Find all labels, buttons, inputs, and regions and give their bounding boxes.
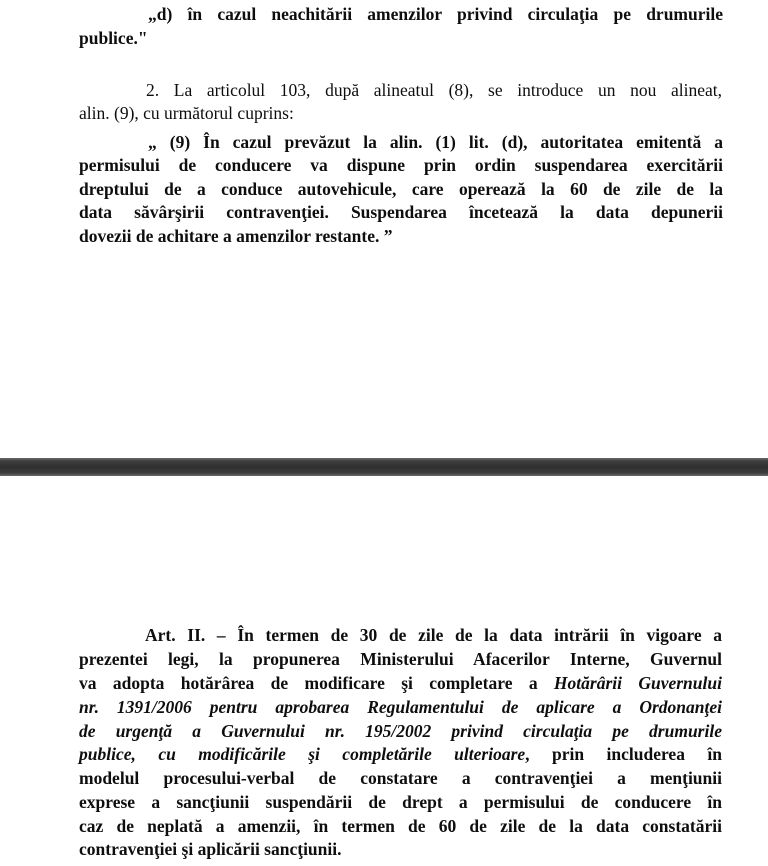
text-line (79, 791, 722, 813)
text-span: prezentei legi, la propunerea Ministerului Afacerilor Interne, Guvernul (79, 649, 722, 669)
text-line: contravenţiei şi aplicării sancţiunii. (79, 839, 342, 859)
text-line (79, 154, 723, 176)
text-line (148, 3, 723, 25)
text-span: caz de neplată a amenzii, în termen de 60 de zile de la data constatării (79, 816, 722, 836)
text-span: exprese a sancţiunii suspendării de drept a permisului de conducere în (79, 792, 722, 812)
text-line (79, 178, 723, 200)
text-span: de urgenţă a Guvernului nr. 195/2002 privind circulaţia pe drumurile (79, 721, 722, 741)
text-line (79, 648, 722, 670)
text-span: dreptului de a conduce autovehicule, care operează la 60 de zile de la (79, 179, 723, 199)
text-line (148, 131, 723, 153)
text-span: Art. II. – În termen de 30 de zile de la data intrării în vigoare a (145, 625, 722, 645)
text-line (146, 79, 722, 101)
text-line: dovezii de achitare a amenzilor restante. ” (79, 226, 393, 246)
text-span: permisului de conducere va dispune prin ordin suspendarea exercitării (79, 155, 723, 175)
text-span: va adopta hotărârea de modificare şi completare a Hotărârii Guvernului (79, 673, 722, 693)
text-span: „d) în cazul neachitării amenzilor privind circulaţia pe drumurile (148, 4, 723, 24)
text-line (79, 696, 722, 718)
text-line: publice." (79, 28, 148, 48)
text-span: modelul procesului-verbal de constatare a contravenţiei a menţiunii (79, 768, 722, 788)
document-page-bottom (0, 476, 768, 866)
text-line: alin. (9), cu următorul cuprins: (79, 103, 294, 123)
page-divider (0, 458, 768, 476)
text-span: publice, cu modificările şi completările ulterioare, prin includerea în (79, 744, 722, 764)
text-line (79, 201, 723, 223)
text-line (79, 743, 722, 765)
text-line (79, 720, 722, 742)
text-span: 2. La articolul 103, după alineatul (8), se introduce un nou alineat, (146, 80, 722, 100)
text-line (79, 767, 722, 789)
text-line (79, 815, 722, 837)
text-span: data săvârşirii contravenţiei. Suspendarea încetează la data depunerii (79, 202, 723, 222)
text-line (145, 624, 722, 646)
text-span: „ (9) În cazul prevăzut la alin. (1) lit. (d), autoritatea emitentă a (148, 132, 723, 152)
text-line (79, 672, 722, 694)
text-span: nr. 1391/2006 pentru aprobarea Regulamentului de aplicare a Ordonanţei (79, 697, 722, 717)
